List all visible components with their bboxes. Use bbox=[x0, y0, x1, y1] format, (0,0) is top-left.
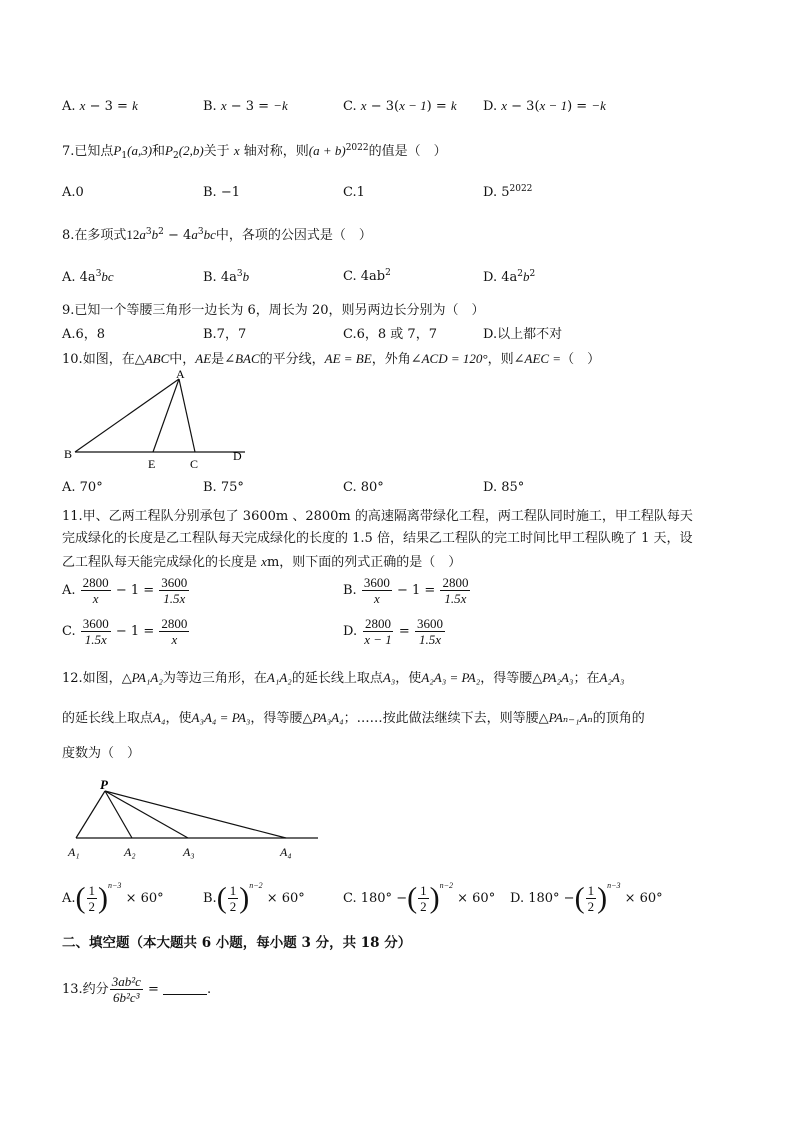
q8-option-a: A. $4a^3bc$ bbox=[62, 269, 114, 285]
q10-option-a: A. 70° bbox=[62, 480, 103, 495]
q10-label-e: E bbox=[148, 457, 156, 470]
q11-option-c: C. $\frac{3600}{1.5x}$ − 1 = $\frac{2800}{x}$ bbox=[62, 616, 188, 647]
q7-option-a: A.0 bbox=[62, 185, 84, 200]
q10-label-c: C bbox=[190, 457, 199, 470]
q9-option-b: B.7，7 bbox=[203, 327, 247, 342]
q12-option-c: C. 180° −( $\frac{1}{2}$ )n−2 × 60° bbox=[343, 881, 496, 915]
q12-option-a: A.( $\frac{1}{2}$ )n−3 × 60° bbox=[62, 881, 164, 915]
q10-option-d: D. 85° bbox=[483, 480, 525, 495]
q6-option-d: D. x − 3(x − 1) = −k bbox=[483, 98, 606, 114]
q11-option-d: D. $\frac{2800}{x - 1}$ = $\frac{3600}{1.5x}$ bbox=[343, 616, 443, 647]
q7-option-b: B. −1 bbox=[203, 185, 240, 200]
q8-option-b: B. $4a^3b$ bbox=[203, 269, 250, 285]
q11-line-3: 乙工程队每天能完成绿化的长度是 xm，则下面的列式正确的是（ ） bbox=[62, 554, 462, 570]
q12-label-p: P bbox=[100, 777, 108, 792]
q12-label-a4: A₄ bbox=[280, 845, 292, 859]
q9-option-c: C.6，8 或 7，7 bbox=[343, 327, 437, 342]
q12-segment-pa4 bbox=[105, 791, 286, 838]
q8-option-c: C. $4ab^2$ bbox=[343, 268, 391, 284]
q10-label-d: D bbox=[233, 449, 242, 463]
q9-option-d: D.以上都不对 bbox=[483, 327, 563, 342]
q12-line-1: 12.如图，△PA₁A₂为等边三角形，在A₁A₂的延长线上取点A₃，使A₂A₃ = PA₂，得等腰△PA₂A₃；在A₂A₃ bbox=[62, 670, 625, 686]
q7-stem: 7.已知点$P_1(a,3)$和$P_2(2,b)$关于 x 轴对称，则$(a + b)^{2022}$的值是（ ） bbox=[62, 143, 447, 161]
q11-line-1: 11.甲、乙两工程队分别承包了 3600m 、2800m 的高速隔离带绿化工程，两工程队同时施工，甲工程队每天 bbox=[62, 509, 693, 524]
q6-option-a: A. x − 3 = k bbox=[62, 98, 138, 114]
q10-figure bbox=[60, 368, 250, 470]
q12-segment-pa3 bbox=[105, 791, 188, 838]
q10-line-ac bbox=[179, 379, 195, 452]
q12-option-d: D. 180° −( $\frac{1}{2}$ )n−3 × 60° bbox=[510, 881, 663, 915]
q10-label-a: A bbox=[176, 368, 185, 381]
q10-option-b: B. 75° bbox=[203, 480, 244, 495]
q8-stem: 8.在多项式$12a^3b^2 - 4a^3bc$中，各项的公因式是（ ） bbox=[62, 227, 372, 243]
q12-label-a1: A₁ bbox=[68, 845, 80, 859]
q13-answer-blank[interactable] bbox=[163, 982, 207, 995]
q12-figure bbox=[62, 773, 324, 863]
q10-line-ab bbox=[75, 379, 179, 452]
q9-stem: 9.已知一个等腰三角形一边长为 6，周长为 20，则另两边长分别为（ ） bbox=[62, 303, 485, 318]
q9-option-a: A.6，8 bbox=[62, 327, 106, 342]
q8-option-d: D. $4a^2b^2$ bbox=[483, 269, 536, 285]
q12-option-b: B.( $\frac{1}{2}$ )n−2 × 60° bbox=[203, 881, 305, 915]
q13-stem: 13.约分 $\frac{\text{3ab²c}}{\text{6b²c³}}$ = . bbox=[62, 974, 212, 1005]
q12-label-a2: A₂ bbox=[124, 845, 136, 859]
q12-line-3: 度数为（ ） bbox=[62, 746, 141, 761]
q10-line-ae bbox=[153, 379, 179, 452]
q6-option-b: B. x − 3 = −k bbox=[203, 98, 288, 114]
q12-label-a3: A₃ bbox=[183, 845, 195, 859]
q10-option-c: C. 80° bbox=[343, 480, 384, 495]
q10-stem: 10.如图，在△ABC中，AE是∠BAC的平分线，AE = BE，外角∠ACD = 120°，则∠AEC =（ ） bbox=[62, 351, 601, 367]
q11-option-a: A. $\frac{2800}{x}$ − 1 = $\frac{3600}{1.5x}$ bbox=[62, 575, 188, 606]
q12-segment-pa1 bbox=[76, 791, 105, 838]
q6-option-c: C. x − 3(x − 1) = k bbox=[343, 98, 457, 114]
section-2-title: 二、填空题（本大题共 6 小题，每小题 3 分，共 18 分） bbox=[62, 935, 412, 951]
q12-line-2: 的延长线上取点A₄，使A₃A₄ = PA₃，得等腰△PA₃A₄；……按此做法继续下去，则等腰△PAₙ₋₁Aₙ的顶角的 bbox=[62, 710, 645, 726]
q11-line-2: 完成绿化的长度是乙工程队每天完成绿化的长度的 1.5 倍，结果乙工程队的完工时间比甲工程队晚了 1 天，设 bbox=[62, 531, 693, 546]
q7-option-c: C.1 bbox=[343, 185, 365, 200]
q10-label-b: B bbox=[64, 447, 73, 461]
q7-option-d: D. $5^{2022}$ bbox=[483, 184, 533, 200]
q11-option-b: B. $\frac{3600}{x}$ − 1 = $\frac{2800}{1.5x}$ bbox=[343, 575, 469, 606]
